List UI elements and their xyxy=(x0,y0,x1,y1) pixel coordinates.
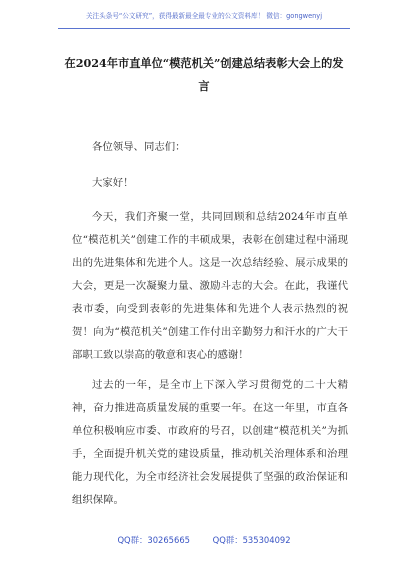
footer-qq-group-1: QQ群：30265665 xyxy=(117,535,190,545)
salutation: 各位领导、同志们： xyxy=(92,141,186,153)
body-paragraph: 今天，我们齐聚一堂，共同回顾和总结2024年市直单位“模范机关”创建工作的丰硕成果，表彰在创建过程中涌现出的先进集体和先进个人。这是一次总结经验、展示成果的大会，更是一次凝聚力量、激励斗志的大会。在此，我谨代表市委，向受到表彰的先进集体和先进个人表示热烈的祝贺！向为“模范机关”创建工作付出辛勤努力和汗水的广大干部职工致以崇高的敬意和衷心的感谢！ xyxy=(72,211,348,361)
header-divider xyxy=(58,28,350,29)
footer-contacts xyxy=(0,534,408,546)
document-title: 在2024年市直单位“模范机关”创建总结表彰大会上的发言 xyxy=(64,56,344,93)
greeting: 大家好！ xyxy=(92,177,134,189)
body-paragraph: 过去的一年，是全市上下深入学习贯彻党的二十大精神，奋力推进高质量发展的重要一年。在这一年里，市直各单位积极响应市委、市政府的号召，以创建“模范机关”为抓手，全面提升机关党的建设质量，推动机关治理体系和治理能力现代化，为全市经济社会发展提供了坚强的政治保证和组织保障。 xyxy=(72,379,348,506)
header-banner: 关注头条号“公文研究”，获得最新最全最专业的公文资料库！ 微信：gongwenyj xyxy=(85,12,323,20)
footer-qq-group-2: QQ群：535304092 xyxy=(212,535,291,545)
